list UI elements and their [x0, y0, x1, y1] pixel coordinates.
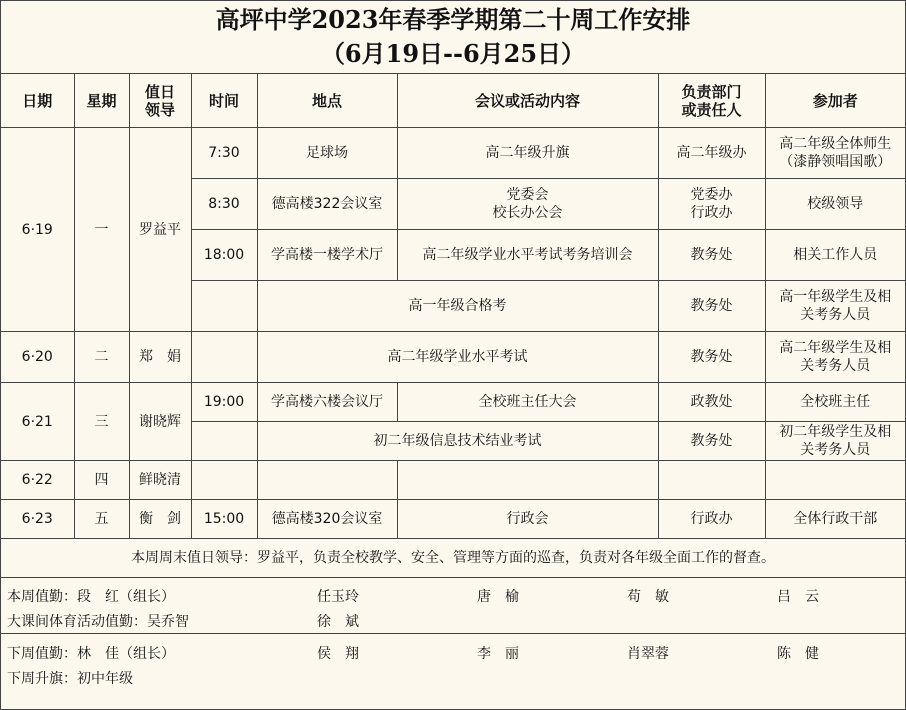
- participants-l2: 关考务人员: [800, 307, 871, 323]
- duty-name: 苟 敏: [627, 589, 669, 605]
- this-week-duty-row: [1, 582, 905, 607]
- place-cell: 学高楼六楼会议厅: [257, 383, 397, 422]
- time-cell: 19:00: [191, 383, 257, 422]
- header-time: 时间: [191, 74, 257, 128]
- duty-name: 任玉玲: [317, 589, 359, 605]
- time-cell: 18:00: [191, 230, 257, 281]
- participants-l2: 关考务人员: [800, 358, 871, 374]
- participants-l2: （漆静领唱国歌）: [779, 154, 892, 170]
- weekday-cell: 四: [74, 461, 129, 500]
- participants-l1: 初二年级学生及相: [779, 424, 892, 440]
- time-cell: [191, 281, 257, 332]
- date-cell: 6·20: [1, 332, 74, 383]
- table-row: [1, 461, 905, 500]
- schedule-table: [1, 74, 905, 539]
- content-cell: 行政会: [397, 500, 658, 539]
- weekday-cell: 二: [74, 332, 129, 383]
- dept-cell: 教务处: [658, 230, 765, 281]
- content-cell: 高二年级学业水平考试考务培训会: [397, 230, 658, 281]
- header-leader: [129, 74, 191, 128]
- participants-cell: [765, 461, 905, 500]
- title-line-1: 高坪中学2023年春季学期第二十周工作安排: [215, 5, 691, 34]
- header-dept-l1: 负责部门: [681, 82, 742, 101]
- participants-cell: 相关工作人员: [765, 230, 905, 281]
- content-cell: 全校班主任大会: [397, 383, 658, 422]
- participants-cell: [765, 281, 905, 332]
- date-cell: 6·21: [1, 383, 74, 461]
- table-row: [1, 128, 905, 179]
- weekday-cell: 三: [74, 383, 129, 461]
- time-cell: [191, 422, 257, 461]
- place-cell: [257, 461, 397, 500]
- table-row: [1, 500, 905, 539]
- header-weekday: 星期: [74, 74, 129, 128]
- table-row: [1, 332, 905, 383]
- header-leader-l2: 领导: [144, 100, 175, 119]
- time-cell: 8:30: [191, 179, 257, 230]
- duty-name: 吕 云: [777, 589, 819, 605]
- leader-cell: 鲜晓清: [129, 461, 191, 500]
- header-dept-l2: 或责任人: [681, 100, 742, 119]
- pe-duty-label: 大课间体育活动值勤：吴乔智: [7, 614, 189, 630]
- leader-cell: 谢晓辉: [129, 383, 191, 461]
- duty-name: 肖翠蓉: [627, 646, 669, 662]
- content-cell: [397, 461, 658, 500]
- content-cell: 初二年级信息技术结业考试: [257, 422, 658, 461]
- place-cell: 德高楼320会议室: [257, 500, 397, 539]
- participants-cell: 校级领导: [765, 179, 905, 230]
- participants-cell: [765, 422, 905, 461]
- time-cell: [191, 461, 257, 500]
- duty-name: 李 丽: [477, 646, 519, 662]
- dept-cell: 教务处: [658, 281, 765, 332]
- time-cell: 7:30: [191, 128, 257, 179]
- leader-cell: 郑 娟: [129, 332, 191, 383]
- next-week-duty-label: 下周值勤：林 佳（组长）: [7, 646, 175, 662]
- header-participants: 参加者: [765, 74, 905, 128]
- participants-cell: 全校班主任: [765, 383, 905, 422]
- duty-name: 徐 斌: [317, 614, 359, 630]
- place-cell: 学高楼一楼学术厅: [257, 230, 397, 281]
- weekend-note: 本周周末值日领导：罗益平，负责全校教学、安全、管理等方面的巡查，负责对各年级全面工作的督查。: [1, 539, 905, 578]
- flag-row: [1, 664, 905, 689]
- place-cell: 足球场: [257, 128, 397, 179]
- duty-name: 唐 榆: [477, 589, 519, 605]
- participants-l1: 高二年级全体师生: [779, 136, 892, 152]
- date-cell: 6·23: [1, 500, 74, 539]
- weekday-cell: 五: [74, 500, 129, 539]
- duty-name: 侯 翔: [317, 646, 359, 662]
- header-dept: [658, 74, 765, 128]
- next-week-flag: 下周升旗：初中年级: [7, 671, 133, 687]
- content-l2: 校长办公会: [492, 205, 563, 221]
- place-cell: 德高楼322会议室: [257, 179, 397, 230]
- content-cell: 高二年级学业水平考试: [257, 332, 658, 383]
- duty-name: 陈 健: [777, 646, 819, 662]
- content-cell: 高二年级升旗: [397, 128, 658, 179]
- dept-cell: 高二年级办: [658, 128, 765, 179]
- content-l1: 党委会: [506, 187, 549, 203]
- content-cell: 高一年级合格考: [257, 281, 658, 332]
- time-cell: 15:00: [191, 500, 257, 539]
- header-date: 日期: [1, 74, 74, 128]
- dept-l1: 党委办: [690, 187, 733, 203]
- dept-cell: [658, 461, 765, 500]
- dept-cell: 教务处: [658, 332, 765, 383]
- dept-l2: 行政办: [690, 205, 733, 221]
- title-line-2: （6月19日--6月25日）: [320, 39, 586, 68]
- header-row: [1, 74, 905, 128]
- dept-cell: 教务处: [658, 422, 765, 461]
- dept-cell: 行政办: [658, 500, 765, 539]
- this-week-duty-label: 本周值勤：段 红（组长）: [7, 589, 175, 605]
- time-cell: [191, 332, 257, 383]
- participants-l1: 高一年级学生及相: [779, 289, 892, 305]
- participants-l2: 关考务人员: [800, 442, 871, 458]
- participants-cell: 全体行政干部: [765, 500, 905, 539]
- leader-cell: 罗益平: [129, 128, 191, 332]
- dept-cell: 政教处: [658, 383, 765, 422]
- table-row: [1, 383, 905, 422]
- participants-cell: [765, 332, 905, 383]
- next-week-duty: [1, 634, 905, 694]
- leader-cell: 衡 剑: [129, 500, 191, 539]
- next-week-duty-row: [1, 639, 905, 664]
- date-cell: 6·22: [1, 461, 74, 500]
- header-leader-l1: 值日: [144, 82, 175, 101]
- pe-duty-row: [1, 607, 905, 632]
- participants-l1: 高二年级学生及相: [779, 340, 892, 356]
- participants-cell: [765, 128, 905, 179]
- header-content: 会议或活动内容: [397, 74, 658, 128]
- page-title: [1, 1, 905, 74]
- header-place: 地点: [257, 74, 397, 128]
- date-cell: 6·19: [1, 128, 74, 332]
- content-cell: [397, 179, 658, 230]
- this-week-duty: [1, 578, 905, 634]
- weekday-cell: 一: [74, 128, 129, 332]
- dept-cell: [658, 179, 765, 230]
